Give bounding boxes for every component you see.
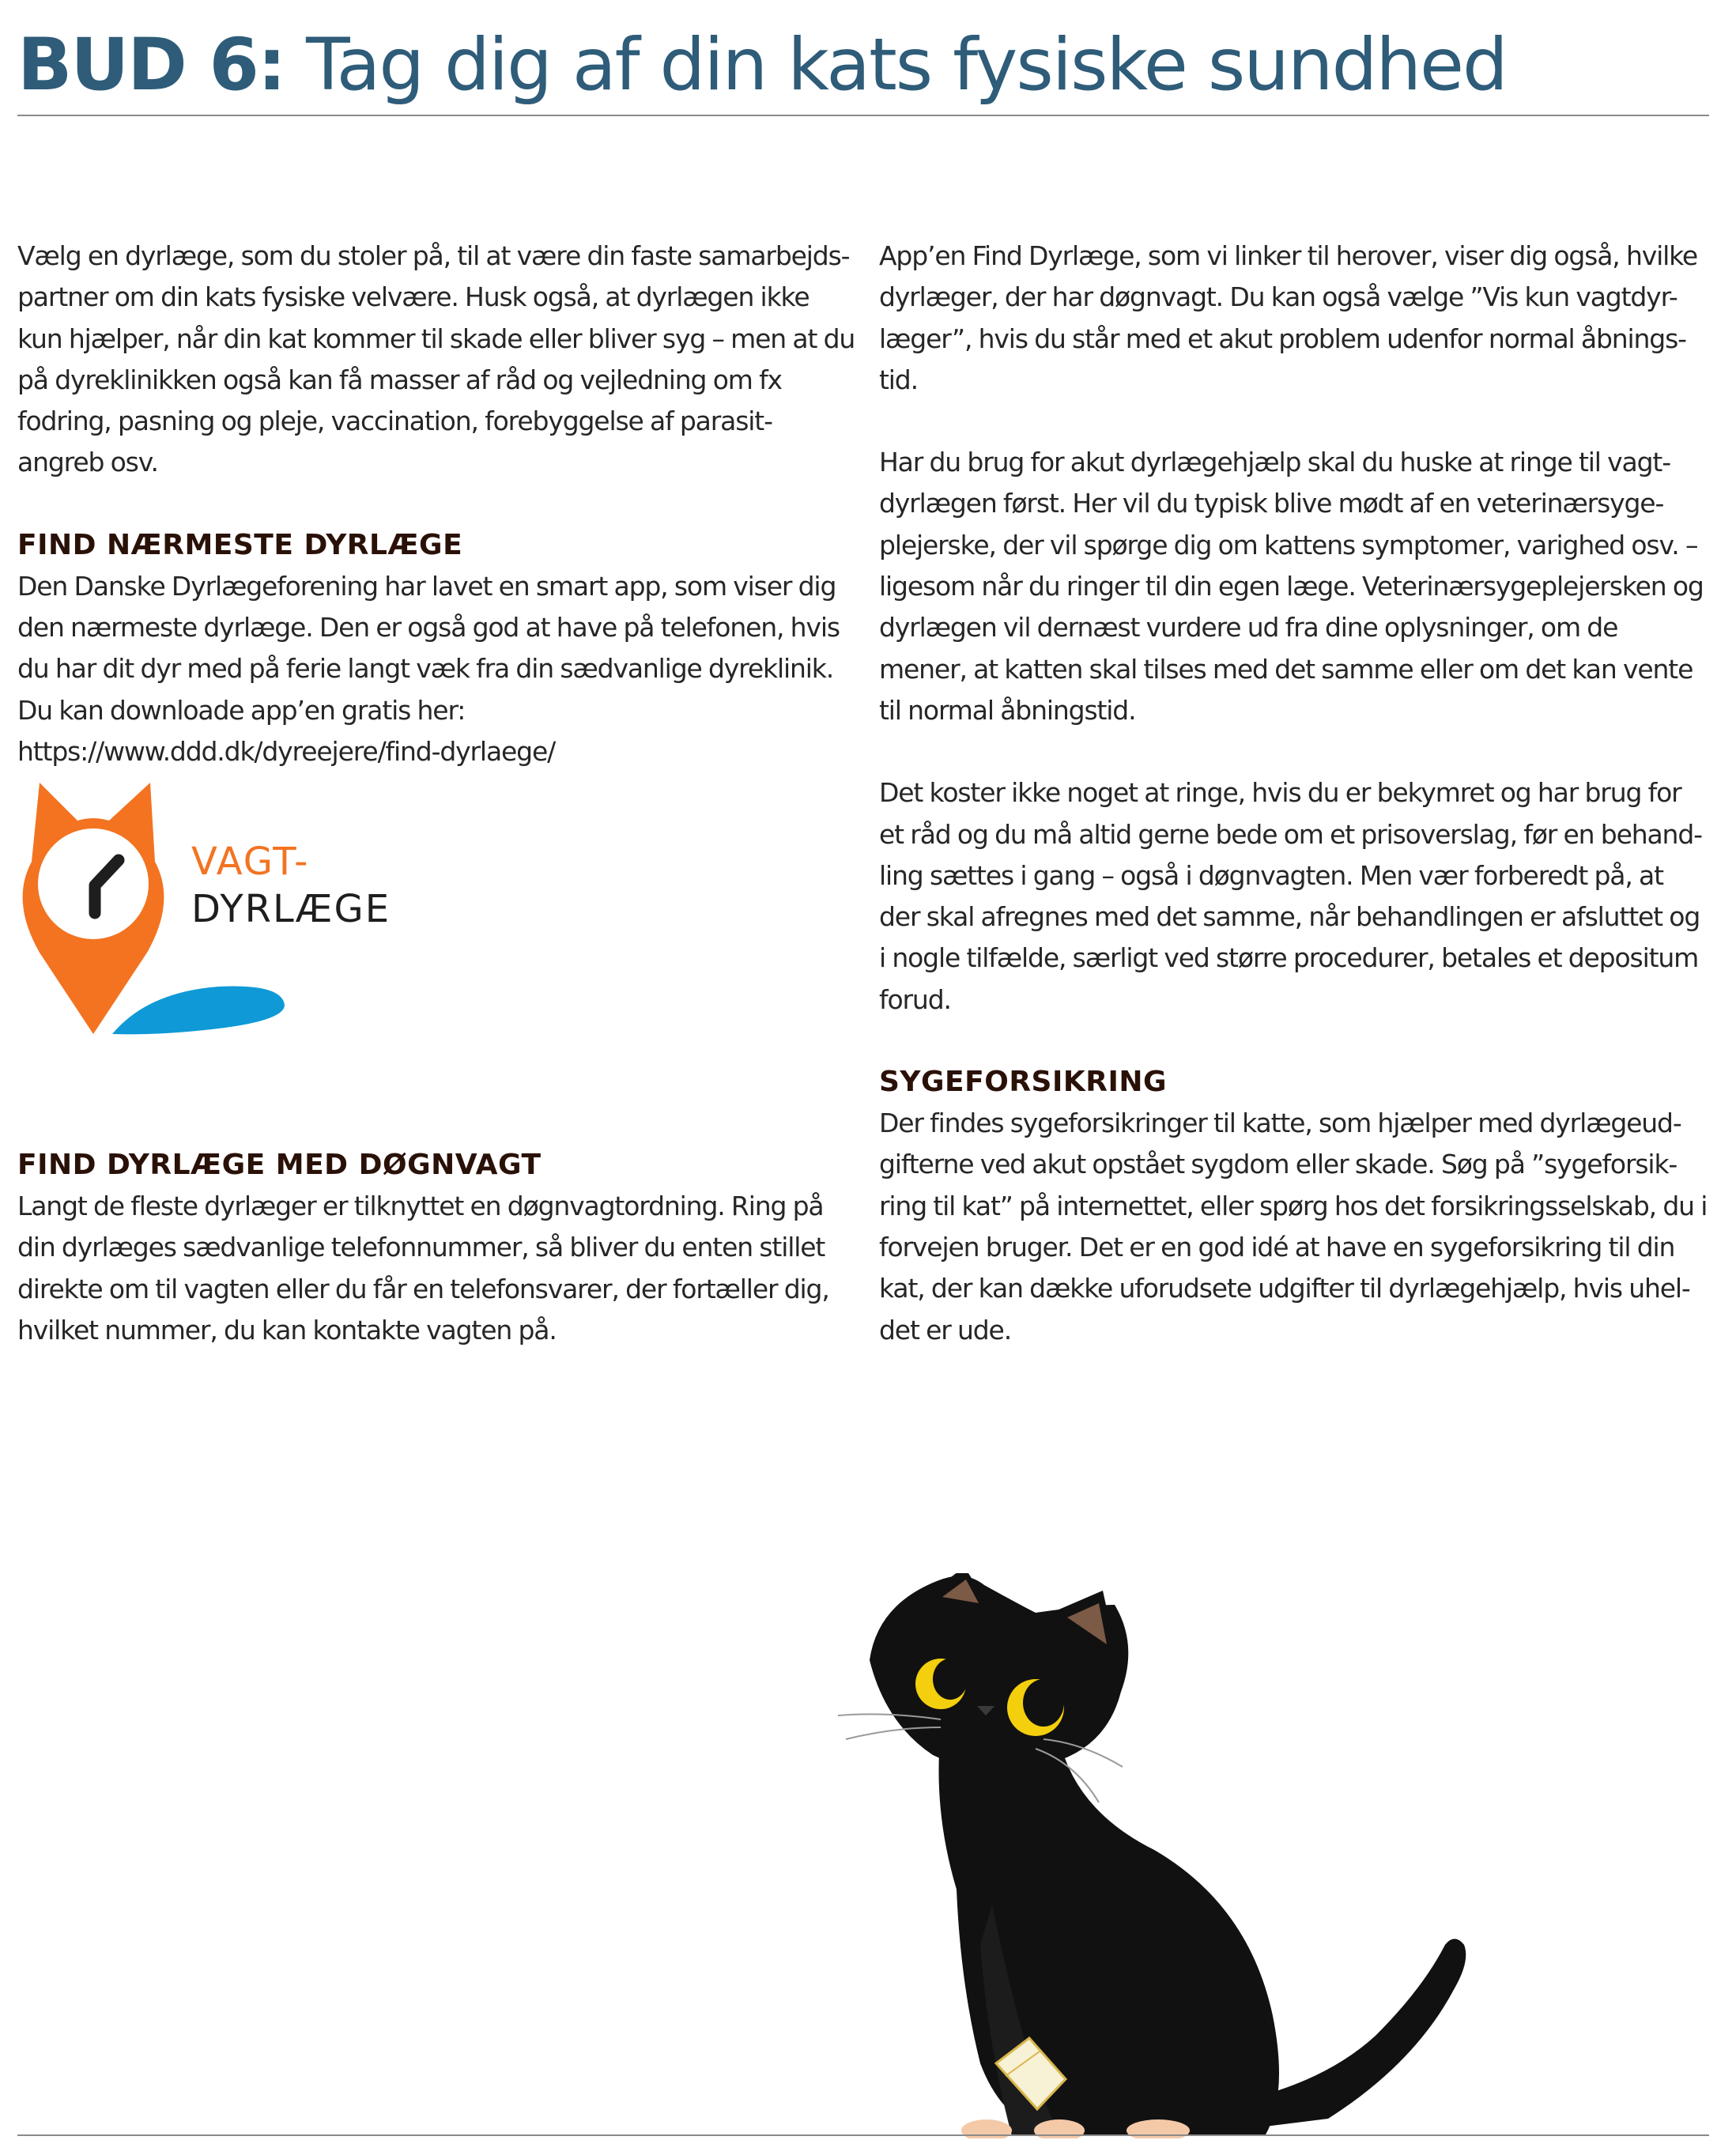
left-column xyxy=(17,236,855,772)
app-download-link[interactable]: https://www.ddd.dk/dyreejere/find-dyrlaege/ xyxy=(17,735,556,767)
akut-paragraph: Har du brug for akut dyrlægehjælp skal du huske at ringe til vagt-dyrlægen først. Her vil du typisk blive mødt af en veterinærsyge-plejerske, der vil spørge dig om kattens symptomer, varighed osv. – ligesom når du ringer til din egen læge. Veterinærsygeplejersken og dyrlægen vil dernæst vurdere ud fra dine oplysninger, om de mener, at katten skal tilses med det samme eller om det kan vente til normal åbningstid. xyxy=(879,447,1704,726)
logo-wordmark xyxy=(191,838,391,933)
doegnvagt-paragraph: Langt de fleste dyrlæger er tilknyttet en døgnvagtordning. Ring på din dyrlæges sædvanlige telefonnummer, så bliver du enten stillet direkte om til vagten eller du får en telefonsvarer, der fortæller dig, hvilket nummer, du kan kontakte vagten på. xyxy=(17,1191,829,1346)
title-number: BUD 6: xyxy=(17,24,285,107)
section-heading-sygeforsikring: SYGEFORSIKRING xyxy=(879,1066,1168,1099)
left-column-lower xyxy=(17,1145,855,1351)
page-title xyxy=(17,14,1709,117)
section-heading-doegnvagt: FIND DYRLÆGE MED DØGNVAGT xyxy=(17,1149,542,1181)
sygeforsikring-paragraph: Der findes sygeforsikringer til katte, som hjælper med dyrlægeud-gifterne ved akut opstået sygdom eller skade. Søg på ”sygeforsik-ring til kat” på internettet, eller spørg hos det forsikringsselskab, du i forvejen bruger. Det er en god idé at have en sygeforsikring til din kat, der kan dække uforudsete udgifter til dyrlægehjælp, hvis uhel-det er ude. xyxy=(879,1108,1708,1346)
logo-line-dyrlaege: DYRLÆGE xyxy=(191,887,391,931)
find-dyrlaege-paragraph: Den Danske Dyrlægeforening har lavet en smart app, som viser dig den nærmeste dyrlæge. Den er også god at have på telefonen, hvis du har dit dyr med på ferie langt væk fra din sædvanlige dyreklinik. Du kan downloade app’en gratis her: xyxy=(17,570,840,726)
pris-paragraph: Det koster ikke noget at ringe, hvis du er bekymret og har brug for et råd og du må altid gerne bede om et prisoverslag, før en behand-ling sættes i gang – også i døgnvagten. Men vær forberedt på, at der skal afregnes med det samme, når behandlingen er afsluttet og i nogle tilfælde, særligt ved større procedurer, betales et depositum forud. xyxy=(879,777,1702,1015)
right-column xyxy=(879,236,1709,1351)
bottom-divider xyxy=(17,2134,1709,2136)
cat-tail xyxy=(1249,1939,1466,2127)
blue-swoosh xyxy=(112,987,285,1035)
logo-line-vagt: VAGT- xyxy=(191,840,310,884)
title-divider xyxy=(17,115,1709,116)
title-text: Tag dig af din kats fysiske sundhed xyxy=(285,24,1507,107)
intro-paragraph: Vælg en dyrlæge, som du stoler på, til at være din faste samarbejds-partner om din kats fysiske velvære. Husk også, at dyrlægen ikke kun hjælper, når din kat kommer til skade eller bliver syg – men at du på dyreklinikken også kan få masser af råd og vejledning om fx fodring, pasning og pleje, vaccination, forebyggelse af parasit-angreb osv. xyxy=(17,240,855,478)
section-heading-find-dyrlaege: FIND NÆRMESTE DYRLÆGE xyxy=(17,528,463,561)
black-cat-illustration xyxy=(822,1573,1518,2138)
app-paragraph: App’en Find Dyrlæge, som vi linker til herover, viser dig også, hvilke dyrlæger, der har døgnvagt. Du kan også vælge ”Vis kun vagtdyr-læger”, hvis du står med et akut problem udenfor normal åbnings-tid. xyxy=(879,240,1698,395)
